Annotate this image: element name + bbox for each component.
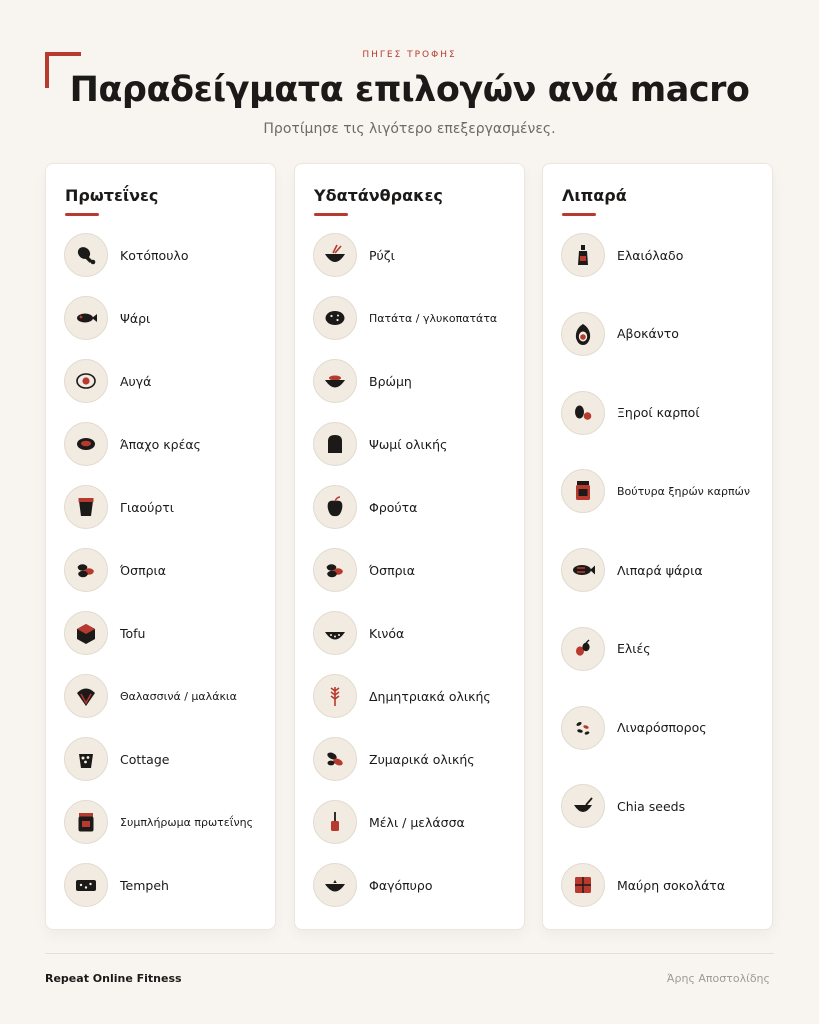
food-item-label: Ψωμί ολικής	[369, 436, 448, 452]
rice-bowl-icon	[313, 233, 357, 277]
page-title: Παραδείγματα επιλογών ανά macro	[69, 70, 750, 110]
food-item-label: Ελιές	[617, 641, 651, 657]
food-item	[313, 421, 512, 467]
food-item-label: Μέλι / μελάσσα	[369, 814, 465, 830]
food-item	[313, 484, 512, 530]
food-item-label: Ψάρι	[120, 310, 151, 326]
yogurt-cup-icon	[64, 485, 108, 529]
bread-icon	[313, 422, 357, 466]
food-item	[64, 232, 263, 278]
food-item	[64, 547, 263, 593]
quinoa-bowl-icon	[313, 611, 357, 655]
fatty-fish-icon	[561, 548, 605, 592]
beans-icon	[64, 548, 108, 592]
footer-divider	[45, 953, 774, 954]
food-item	[313, 232, 512, 278]
steak-icon	[64, 422, 108, 466]
card-title: Λιπαρά	[562, 186, 627, 205]
food-item-label: Κοτόπουλο	[120, 247, 189, 263]
nut-butter-jar-icon	[561, 469, 605, 513]
food-item	[64, 295, 263, 341]
food-item	[561, 390, 760, 436]
food-item-label: Tempeh	[120, 877, 169, 893]
title-underline	[65, 213, 99, 216]
chocolate-icon	[561, 863, 605, 907]
food-item-label: Ρύζι	[369, 247, 395, 263]
food-item-label: Πατάτα / γλυκοπατάτα	[369, 311, 498, 325]
food-item	[561, 547, 760, 593]
card-carbs	[294, 163, 525, 930]
food-item	[64, 610, 263, 656]
food-item	[561, 783, 760, 829]
beans-icon	[313, 548, 357, 592]
food-item-label: Βούτυρα ξηρών καρπών	[617, 484, 750, 498]
pasta-icon	[313, 737, 357, 781]
tempeh-block-icon	[64, 863, 108, 907]
oil-bottle-icon	[561, 233, 605, 277]
food-item-label: Βρώμη	[369, 373, 412, 389]
food-item-label: Άπαχο κρέας	[120, 436, 201, 452]
food-item	[313, 799, 512, 845]
food-item	[313, 295, 512, 341]
food-item	[64, 421, 263, 467]
food-item	[64, 799, 263, 845]
cottage-cheese-icon	[64, 737, 108, 781]
food-item	[561, 311, 760, 357]
food-item	[313, 610, 512, 656]
food-item-label: Γιαούρτι	[120, 499, 175, 515]
food-item-label: Cottage	[120, 751, 170, 767]
food-item	[313, 736, 512, 782]
buckwheat-bowl-icon	[313, 863, 357, 907]
food-item	[64, 358, 263, 404]
fish-icon	[64, 296, 108, 340]
food-list	[561, 232, 760, 908]
food-item-label: Θαλασσινά / μαλάκια	[120, 689, 237, 703]
food-item-label: Μαύρη σοκολάτα	[617, 877, 726, 893]
food-item	[561, 705, 760, 751]
food-item-label: Όσπρια	[369, 562, 416, 578]
olives-icon	[561, 627, 605, 671]
card-fats	[542, 163, 773, 930]
egg-icon	[64, 359, 108, 403]
food-item-label: Φαγόπυρο	[369, 877, 433, 893]
card-proteins	[45, 163, 276, 930]
oat-bowl-icon	[313, 359, 357, 403]
food-item	[561, 468, 760, 514]
food-item-label: Ελαιόλαδο	[617, 247, 684, 263]
food-item-label: Όσπρια	[120, 562, 167, 578]
food-list	[64, 232, 263, 908]
protein-tub-icon	[64, 800, 108, 844]
food-item	[313, 358, 512, 404]
food-item	[561, 626, 760, 672]
drumstick-icon	[64, 233, 108, 277]
food-item-label: Ζυμαρικά ολικής	[369, 751, 475, 767]
food-item-label: Αβοκάντο	[617, 326, 679, 342]
food-item	[561, 862, 760, 908]
food-item-label: Δημητριακά ολικής	[369, 688, 491, 704]
card-title: Πρωτεΐνες	[65, 186, 159, 205]
fruit-icon	[313, 485, 357, 529]
title-underline	[314, 213, 348, 216]
shell-icon	[64, 674, 108, 718]
nuts-icon	[561, 391, 605, 435]
footer-brand: Repeat Online Fitness	[45, 972, 182, 985]
food-item-label: Tofu	[120, 625, 146, 641]
food-list	[313, 232, 512, 908]
page-subtitle: Προτίμησε τις λιγότερο επεξεργασμένες.	[263, 121, 556, 137]
food-item-label: Ξηροί καρποί	[617, 405, 700, 420]
food-item-label: Κινόα	[369, 625, 405, 641]
flaxseed-icon	[561, 706, 605, 750]
food-item	[313, 862, 512, 908]
food-item	[64, 673, 263, 719]
potato-icon	[313, 296, 357, 340]
tofu-cube-icon	[64, 611, 108, 655]
food-item-label: Συμπλήρωμα πρωτεΐνης	[120, 815, 254, 829]
chia-bowl-icon	[561, 784, 605, 828]
food-item-label: Φρούτα	[369, 499, 418, 515]
title-underline	[562, 213, 596, 216]
food-item	[64, 862, 263, 908]
food-item-label: Αυγά	[120, 373, 152, 389]
food-item	[561, 232, 760, 278]
food-item	[313, 547, 512, 593]
food-item	[64, 484, 263, 530]
wheat-icon	[313, 674, 357, 718]
card-title: Υδατάνθρακες	[314, 186, 443, 205]
footer-author: Άρης Αποστολίδης	[666, 972, 770, 985]
avocado-icon	[561, 312, 605, 356]
food-item	[64, 736, 263, 782]
food-item-label: Chia seeds	[617, 798, 686, 814]
food-item-label: Λιναρόσπορος	[617, 720, 707, 735]
food-item	[313, 673, 512, 719]
section-kicker: ΠΗΓΕΣ ΤΡΟΦΗΣ	[362, 50, 457, 60]
food-item-label: Λιπαρά ψάρια	[617, 562, 703, 578]
honey-icon	[313, 800, 357, 844]
